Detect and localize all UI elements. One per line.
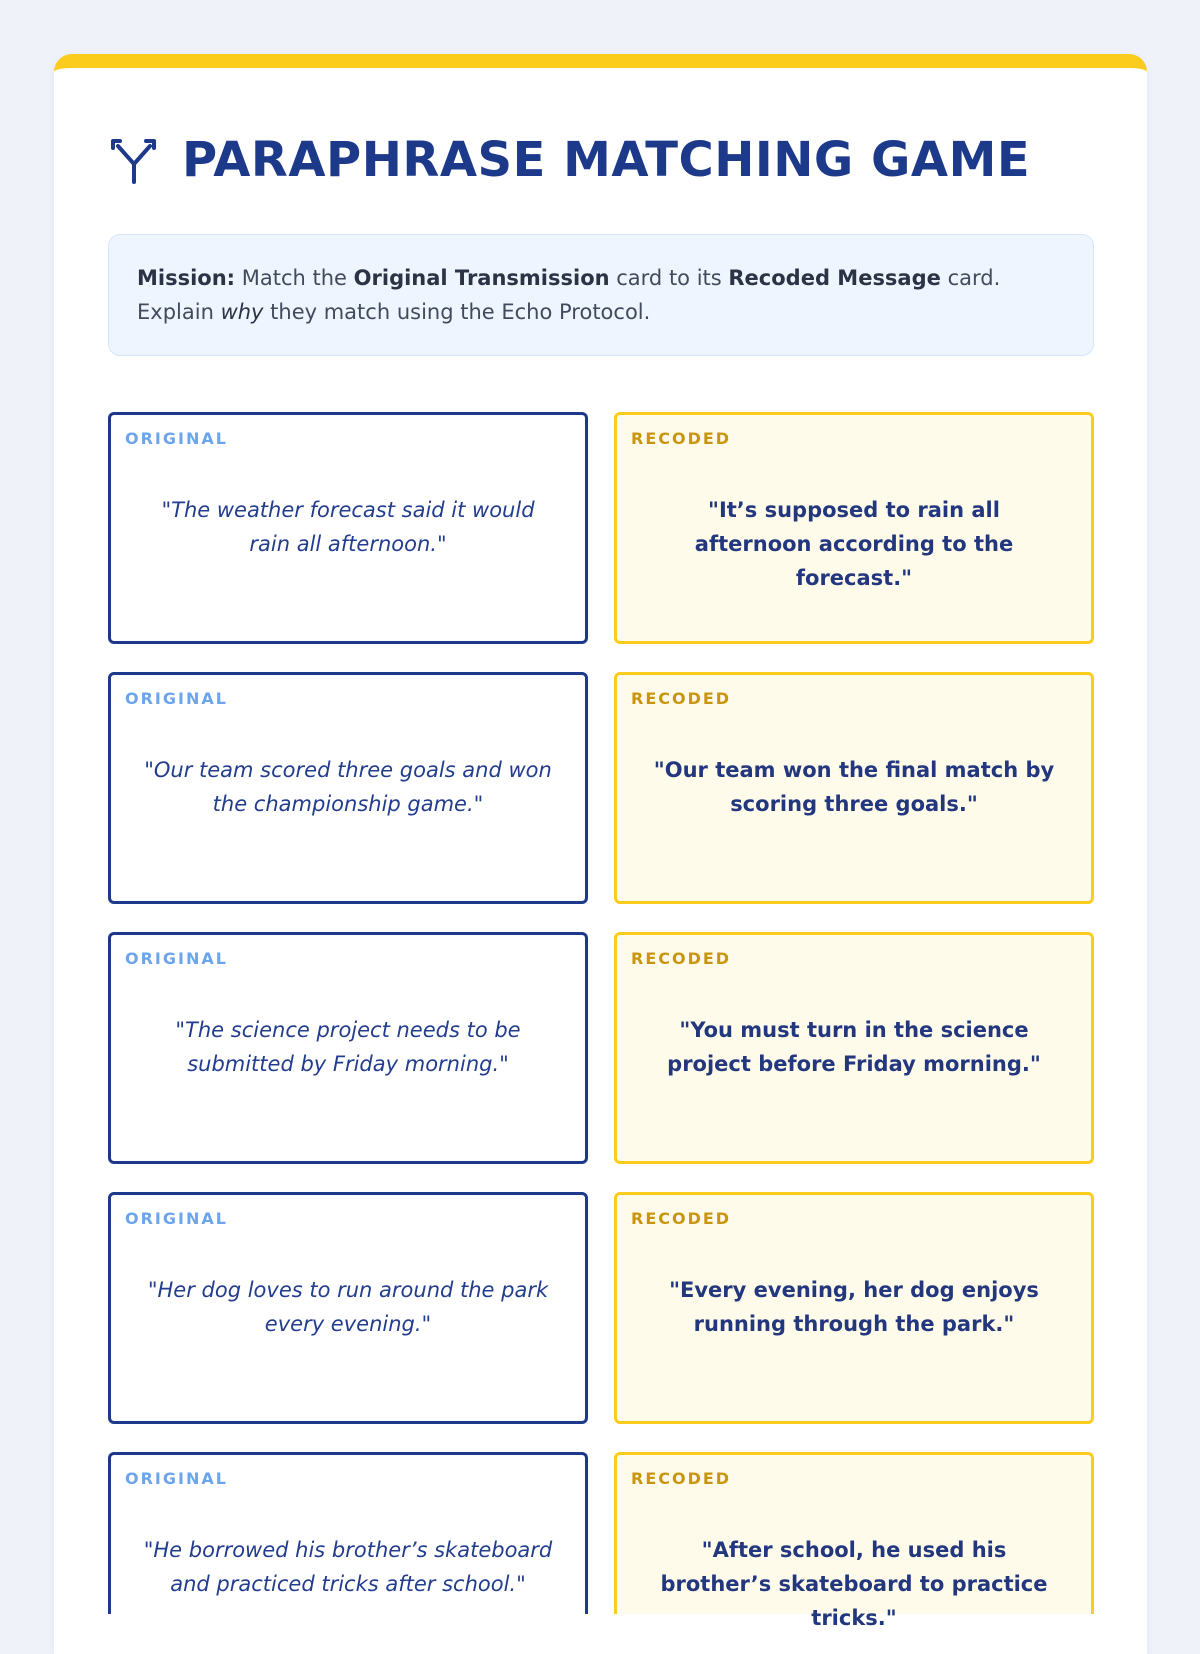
original-card-4[interactable]: [108, 1192, 588, 1424]
original-card-2[interactable]: [108, 672, 588, 904]
original-quote: "The weather forecast said it would rain all afternoon.": [161, 498, 535, 556]
page-title: PARAPHRASE MATCHING GAME: [182, 132, 1031, 188]
original-tag: ORIGINAL: [125, 689, 228, 708]
mission-text-2: card to its: [609, 266, 729, 290]
recoded-quote: "After school, he used his brother’s skateboard to practice tricks.": [660, 1538, 1048, 1630]
recoded-quote: "You must turn in the science project before Friday morning.": [667, 1018, 1041, 1076]
recoded-tag: RECODED: [631, 949, 732, 968]
recoded-tag: RECODED: [631, 689, 732, 708]
mission-recoded-term: Recoded Message: [728, 266, 941, 290]
recoded-card-4[interactable]: [614, 1192, 1094, 1424]
original-quote: "He borrowed his brother’s skateboard and practiced tricks after school.": [143, 1538, 553, 1596]
split-arrows-icon: [108, 132, 160, 188]
original-card-5[interactable]: [108, 1452, 588, 1614]
original-tag: ORIGINAL: [125, 1209, 228, 1228]
recoded-card-3[interactable]: [614, 932, 1094, 1164]
mission-original-term: Original Transmission: [353, 266, 610, 290]
recoded-card-2[interactable]: [614, 672, 1094, 904]
mission-why: why: [220, 300, 264, 324]
recoded-quote: "Our team won the final match by scoring three goals.": [653, 758, 1055, 816]
mission-text-1: Match the: [235, 266, 354, 290]
worksheet-card: [54, 54, 1147, 1654]
recoded-tag: RECODED: [631, 1469, 732, 1488]
mission-box: [108, 234, 1094, 356]
header: [108, 120, 1030, 200]
original-tag: ORIGINAL: [125, 949, 228, 968]
mission-text-3: card. Explain: [137, 266, 1001, 324]
original-card-3[interactable]: [108, 932, 588, 1164]
original-card-1[interactable]: [108, 412, 588, 644]
original-tag: ORIGINAL: [125, 429, 228, 448]
original-quote: "The science project needs to be submitted by Friday morning.": [175, 1018, 521, 1076]
recoded-quote: "Every evening, her dog enjoys running through the park.": [669, 1278, 1039, 1336]
original-quote: "Our team scored three goals and won the championship game.": [144, 758, 552, 816]
recoded-quote: "It’s supposed to rain all afternoon according to the forecast.": [694, 498, 1014, 590]
recoded-tag: RECODED: [631, 1209, 732, 1228]
recoded-card-1[interactable]: [614, 412, 1094, 644]
recoded-tag: RECODED: [631, 429, 732, 448]
mission-label: Mission:: [137, 266, 236, 290]
original-quote: "Her dog loves to run around the park every evening.": [147, 1278, 549, 1336]
mission-text-4: they match using the Echo Protocol.: [263, 300, 651, 324]
recoded-card-5[interactable]: [614, 1452, 1094, 1630]
original-tag: ORIGINAL: [125, 1469, 228, 1488]
